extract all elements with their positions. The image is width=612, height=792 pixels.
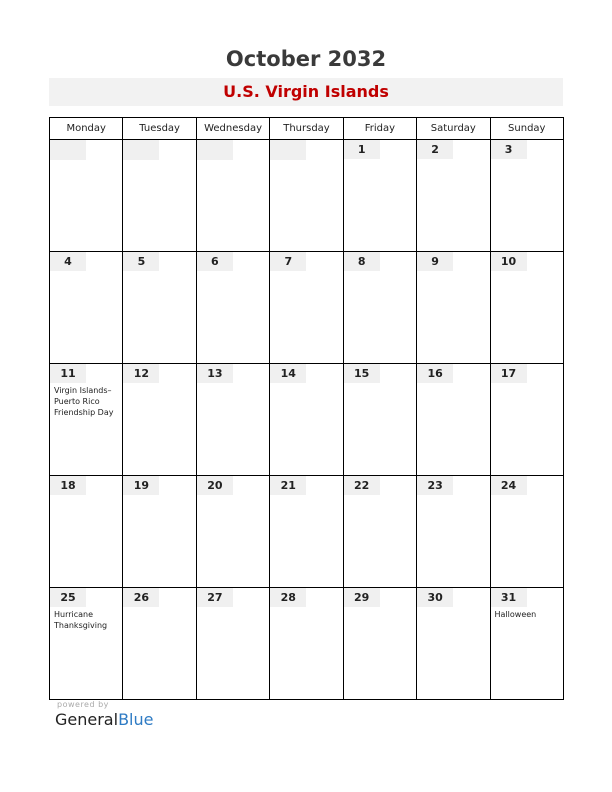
day-cell (343, 364, 416, 476)
day-cell (196, 588, 269, 700)
holiday-label: Hurricane Thanksgiving (54, 610, 108, 630)
week-row (50, 364, 564, 476)
weekday-header: Friday (343, 118, 416, 140)
week-row (50, 140, 564, 252)
day-number: 7 (270, 252, 306, 271)
day-number: 21 (270, 476, 306, 495)
holiday-label: Halloween (494, 610, 537, 619)
day-cell (343, 476, 416, 588)
weekday-header-row (50, 118, 564, 140)
weekday-header: Thursday (270, 118, 343, 140)
day-cell (417, 476, 490, 588)
day-number: 5 (123, 252, 159, 271)
day-cell (123, 140, 196, 252)
day-cell (490, 364, 563, 476)
brand-name-blue: Blue (118, 710, 154, 729)
day-cell (270, 252, 343, 364)
day-number: 30 (417, 588, 453, 607)
weekday-header: Monday (50, 118, 123, 140)
day-cell (50, 476, 123, 588)
day-number: 25 (50, 588, 86, 607)
day-number: 15 (344, 364, 380, 383)
day-number: 1 (344, 140, 380, 159)
day-number (197, 140, 233, 160)
day-cell (343, 252, 416, 364)
day-cell (123, 588, 196, 700)
brand-name-general: General (55, 710, 119, 729)
day-cell (50, 252, 123, 364)
day-number: 22 (344, 476, 380, 495)
day-cell (123, 476, 196, 588)
day-number: 27 (197, 588, 233, 607)
day-cell (123, 252, 196, 364)
day-cell (490, 252, 563, 364)
day-cell (490, 140, 563, 252)
day-number: 19 (123, 476, 159, 495)
day-cell (50, 140, 123, 252)
day-number: 12 (123, 364, 159, 383)
day-number: 28 (270, 588, 306, 607)
day-cell (343, 140, 416, 252)
day-cell (490, 588, 563, 700)
day-number (123, 140, 159, 160)
day-cell (490, 476, 563, 588)
day-cell (196, 476, 269, 588)
weekday-header: Saturday (417, 118, 490, 140)
day-cell (417, 364, 490, 476)
day-number (270, 140, 306, 160)
day-number: 17 (491, 364, 527, 383)
day-cell (417, 140, 490, 252)
day-cell (417, 588, 490, 700)
week-row (50, 476, 564, 588)
day-number: 11 (50, 364, 86, 383)
powered-by-text: powered by (57, 700, 109, 709)
day-cell (270, 364, 343, 476)
day-cell (50, 364, 123, 476)
day-number: 23 (417, 476, 453, 495)
day-cell (270, 588, 343, 700)
day-cell (270, 476, 343, 588)
day-number: 31 (491, 588, 527, 607)
day-number: 9 (417, 252, 453, 271)
day-cell (50, 588, 123, 700)
day-cell (196, 252, 269, 364)
calendar-body (50, 140, 564, 700)
weekday-header: Wednesday (196, 118, 269, 140)
day-cell (196, 364, 269, 476)
day-number: 2 (417, 140, 453, 159)
day-number: 20 (197, 476, 233, 495)
day-cell (417, 252, 490, 364)
day-number: 16 (417, 364, 453, 383)
day-number: 8 (344, 252, 380, 271)
calendar-grid (49, 117, 564, 700)
day-number: 24 (491, 476, 527, 495)
brand-logo (55, 710, 153, 729)
day-number: 14 (270, 364, 306, 383)
day-number: 6 (197, 252, 233, 271)
day-number: 3 (491, 140, 527, 159)
weekday-header: Tuesday (123, 118, 196, 140)
day-cell (270, 140, 343, 252)
day-number: 29 (344, 588, 380, 607)
region-banner: U.S. Virgin Islands (49, 78, 563, 106)
day-cell (343, 588, 416, 700)
day-number (50, 140, 86, 160)
day-number: 18 (50, 476, 86, 495)
day-number: 4 (50, 252, 86, 271)
page-title: October 2032 (225, 47, 387, 71)
day-cell (196, 140, 269, 252)
day-number: 13 (197, 364, 233, 383)
week-row (50, 252, 564, 364)
day-cell (123, 364, 196, 476)
week-row (50, 588, 564, 700)
weekday-header: Sunday (490, 118, 563, 140)
holiday-label: Virgin Islands–Puerto Rico Friendship Day (54, 386, 114, 417)
day-number: 10 (491, 252, 527, 271)
day-number: 26 (123, 588, 159, 607)
footer-logo (55, 700, 153, 729)
